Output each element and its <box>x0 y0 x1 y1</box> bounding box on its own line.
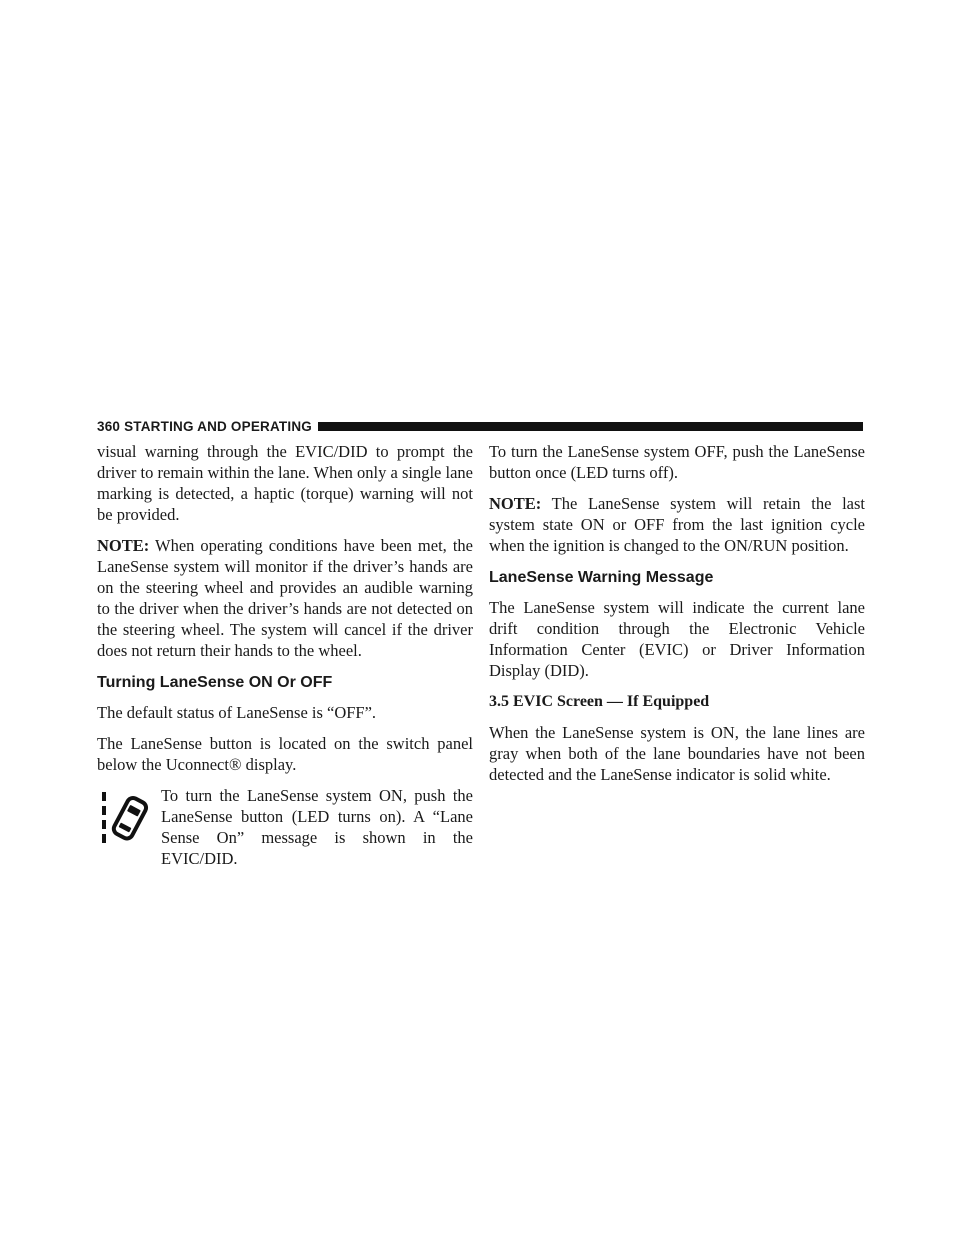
note-hands-detection <box>97 535 473 661</box>
note-label: NOTE: <box>97 536 150 555</box>
heading-turning-on-off: Turning LaneSense ON Or OFF <box>97 674 333 691</box>
paragraph-lane-drift: The LaneSense system will indicate the current lane drift condition through the Electronic Vehicle Information Center (EVIC) or Driver Information Display (DID). <box>489 598 865 680</box>
right-column <box>489 441 865 795</box>
paragraph-button-location: The LaneSense button is located on the switch panel below the Uconnect® display. <box>97 734 473 774</box>
paragraph-visual-warning: visual warning through the EVIC/DID to prompt the driver to remain within the lane. When only a single lane marking is detected, a haptic (torque) warning will not be provided. <box>97 442 473 524</box>
lanesense-on-instruction: To turn the LaneSense system ON, push the LaneSense button (LED turns on). A “Lane Sense On” message is shown in the EVIC/DID. <box>161 786 473 868</box>
note-text: The LaneSense system will retain the last system state ON or OFF from the last ignition cycle when the ignition is changed to the ON/RUN position. <box>489 494 865 555</box>
paragraph-default-status: The default status of LaneSense is “OFF”. <box>97 703 377 722</box>
paragraph-lane-lines-gray: When the LaneSense system is ON, the lane lines are gray when both of the lane boundaries have not been detected and the LaneSense indicator is solid white. <box>489 723 865 784</box>
note-label: NOTE: <box>489 494 542 513</box>
page-section-title: 360 STARTING AND OPERATING <box>97 418 312 434</box>
paragraph-turn-off: To turn the LaneSense system OFF, push the LaneSense button once (LED turns off). <box>489 442 865 482</box>
header-rule <box>318 422 863 431</box>
note-text: When operating conditions have been met, the LaneSense system will monitor if the driver’s hands are on the steering wheel and provides an audible warning to the driver when the driver’s hands are not detected on the steering wheel. The system will cancel if the driver does not return their hands to the wheel. <box>97 536 473 660</box>
lanesense-icon <box>97 785 161 853</box>
lanesense-instruction <box>97 785 473 869</box>
page-header <box>97 416 863 436</box>
subheading-evic-screen: 3.5 EVIC Screen — If Equipped <box>489 693 710 710</box>
note-retain-state <box>489 493 865 556</box>
left-column <box>97 441 473 869</box>
heading-warning-message: LaneSense Warning Message <box>489 569 714 586</box>
